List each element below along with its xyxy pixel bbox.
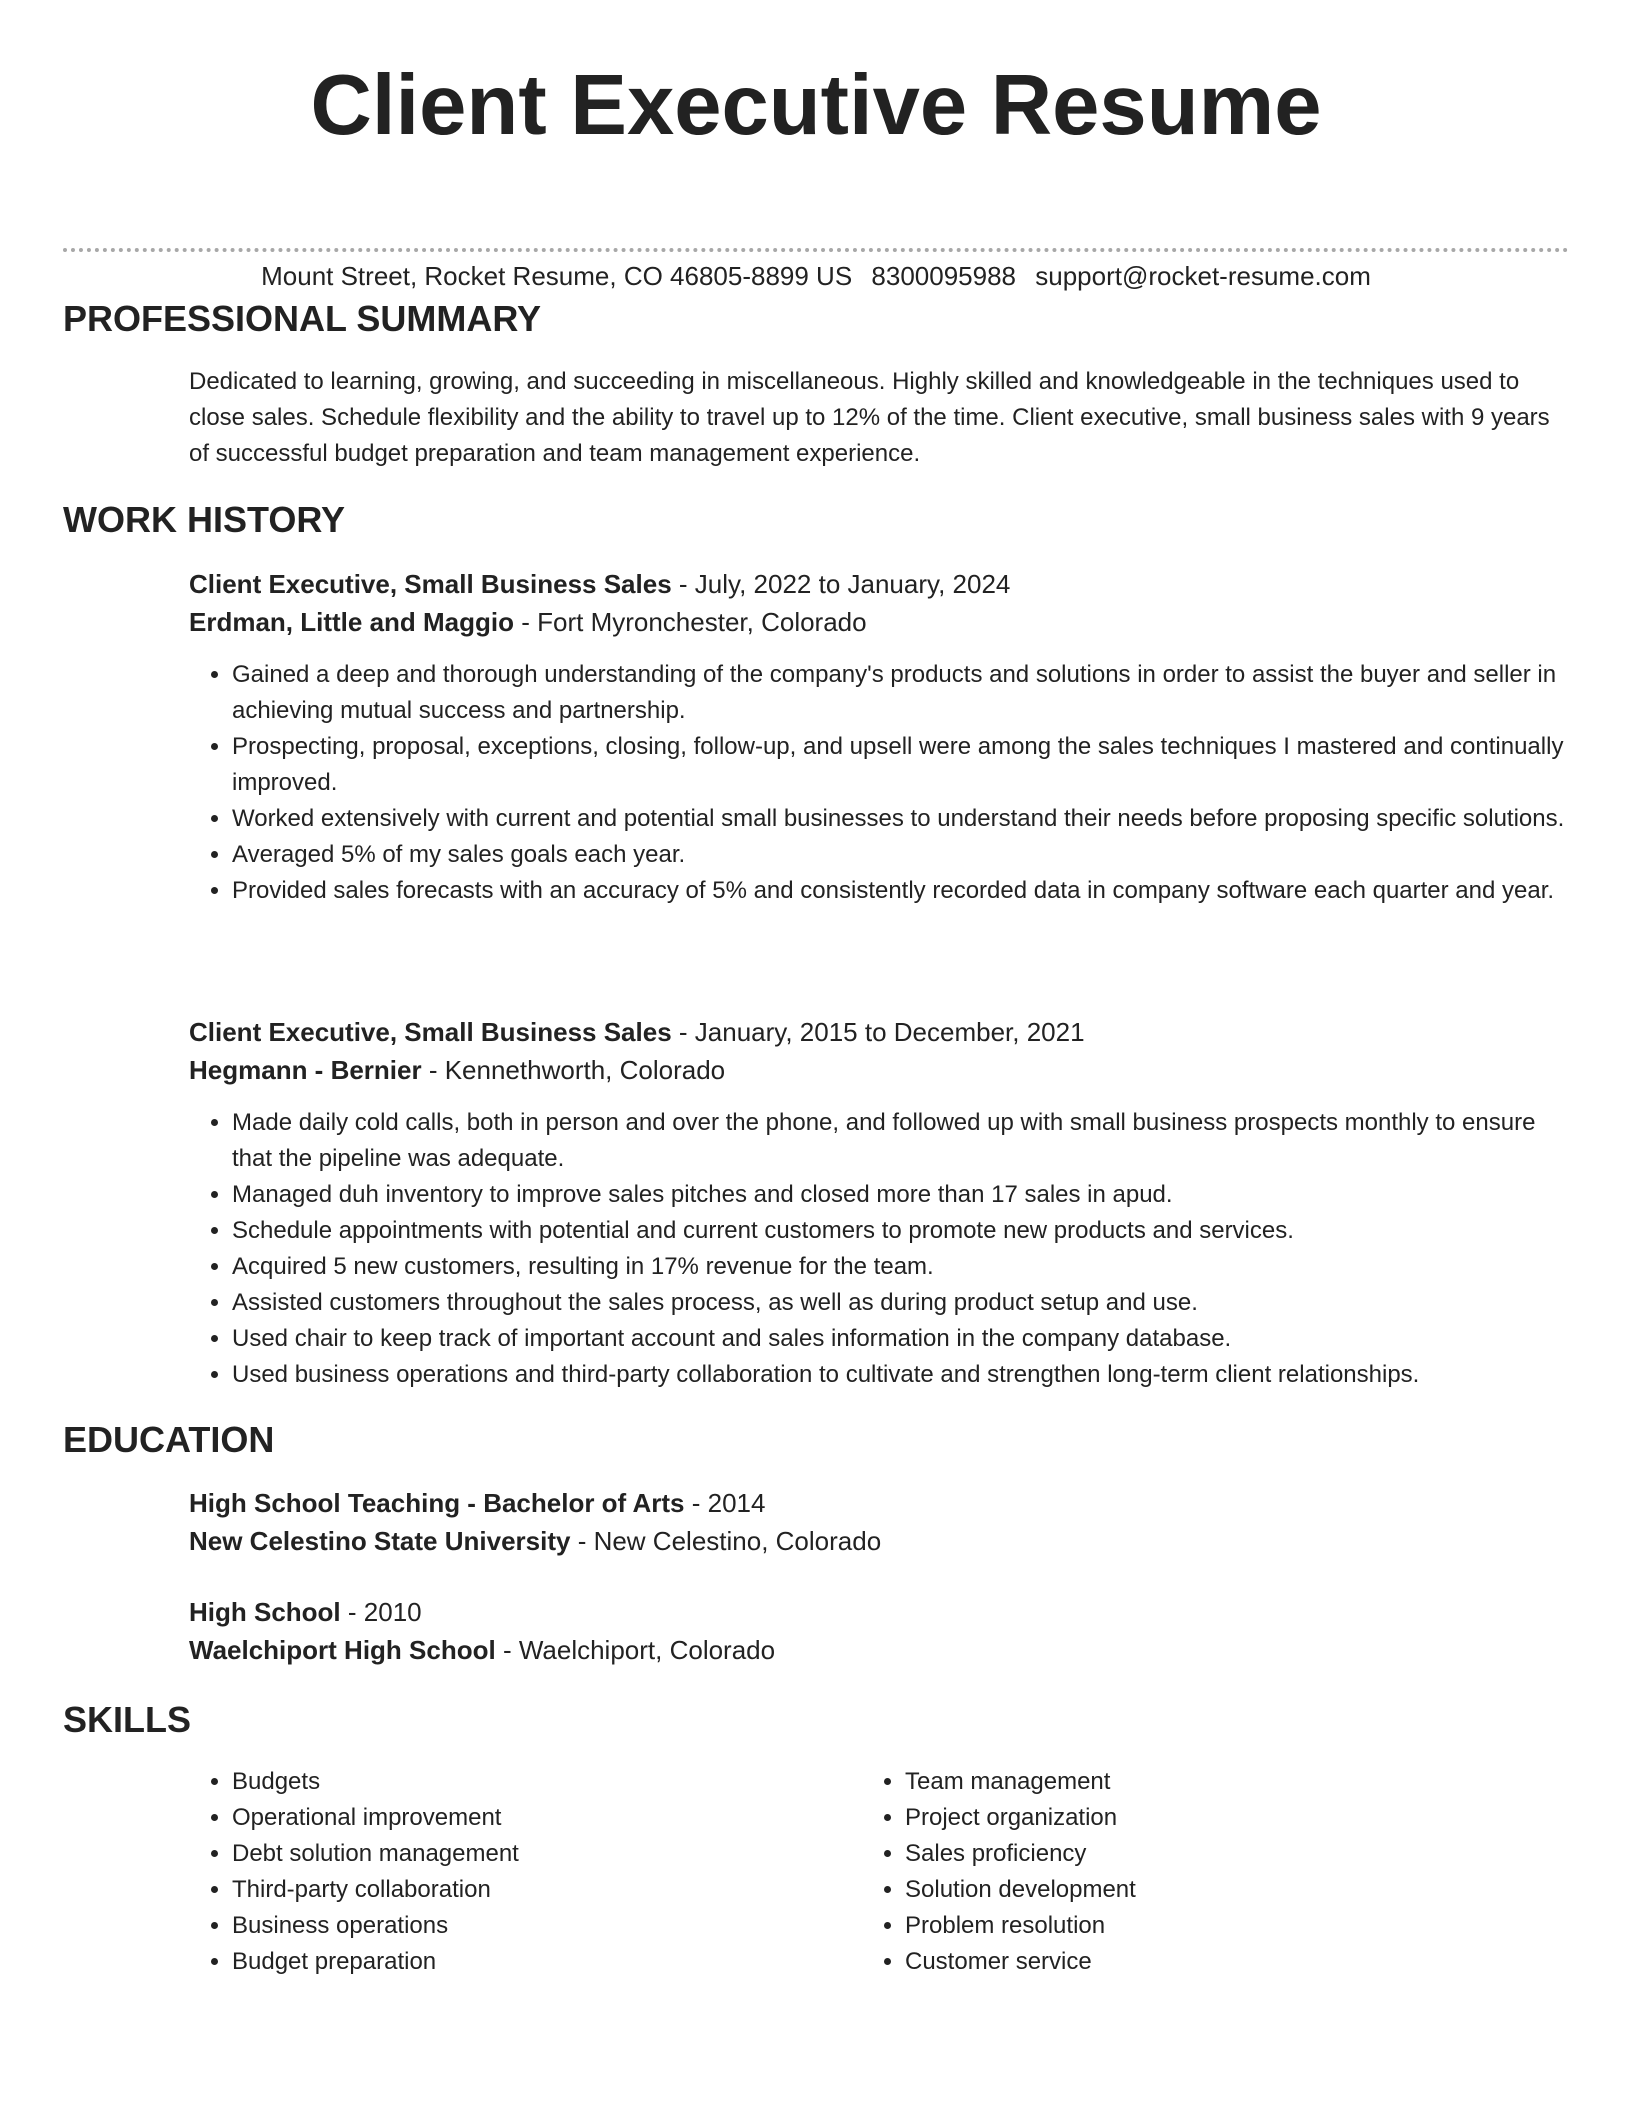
skill-item: • Problem resolution xyxy=(905,1908,1465,1944)
resume-title: Client Executive Resume xyxy=(310,58,1322,153)
education-entry xyxy=(189,1593,1569,1669)
work-history-heading: WORK HISTORY xyxy=(63,499,346,540)
job-location: - Fort Myronchester, Colorado xyxy=(514,607,867,637)
skills-list-right xyxy=(862,1764,1465,1980)
school-location: - Waelchiport, Colorado xyxy=(495,1635,776,1665)
skill-item: • Customer service xyxy=(905,1944,1465,1980)
skill-item: • Project organization xyxy=(905,1800,1465,1836)
job-dates: - January, 2015 to December, 2021 xyxy=(671,1017,1085,1047)
school: Waelchiport High School xyxy=(189,1635,496,1665)
degree-year: - 2010 xyxy=(340,1597,422,1627)
job-title-line xyxy=(189,1013,1569,1051)
job-company: Hegmann - Bernier xyxy=(189,1055,422,1085)
skills-list-left xyxy=(189,1764,792,1980)
skill-item: • Operational improvement xyxy=(232,1800,792,1836)
job-bullet: • Managed duh inventory to improve sales pitches and closed more than 17 sales in apud. xyxy=(232,1177,1569,1213)
skill-item: • Solution development xyxy=(905,1872,1465,1908)
job-bullet: • Acquired 5 new customers, resulting in 17% revenue for the team. xyxy=(232,1249,1569,1285)
job-bullet: • Provided sales forecasts with an accuracy of 5% and consistently recorded data in company software each quarter and year. xyxy=(232,873,1569,909)
skills-section xyxy=(189,1764,1569,1994)
school: New Celestino State University xyxy=(189,1526,571,1556)
skill-item: • Debt solution management xyxy=(232,1836,792,1872)
job-bullet: • Made daily cold calls, both in person and over the phone, and followed up with small business prospects monthly to ensure that the pipeline was adequate. xyxy=(232,1105,1569,1177)
job-dates: - July, 2022 to January, 2024 xyxy=(671,569,1011,599)
job-bullet: • Averaged 5% of my sales goals each year. xyxy=(232,837,1569,873)
header-divider xyxy=(63,248,1569,252)
education-entry xyxy=(189,1484,1569,1560)
job-company-line xyxy=(189,603,1569,641)
skill-item: • Budgets xyxy=(232,1764,792,1800)
job-location: - Kennethworth, Colorado xyxy=(421,1055,726,1085)
skills-heading: SKILLS xyxy=(63,1699,192,1740)
job-bullet: • Used business operations and third-party collaboration to cultivate and strengthen long-term client relationships. xyxy=(232,1357,1569,1393)
contact-email: support@rocket-resume.com xyxy=(1035,261,1371,291)
job-entry xyxy=(189,1013,1569,1393)
job-company-line xyxy=(189,1051,1569,1089)
degree-year: - 2014 xyxy=(684,1488,766,1518)
degree-line xyxy=(189,1593,1569,1631)
education-heading: EDUCATION xyxy=(63,1419,275,1460)
job-bullets xyxy=(189,1105,1569,1393)
job-company: Erdman, Little and Maggio xyxy=(189,607,515,637)
job-bullet: • Worked extensively with current and potential small businesses to understand their needs before proposing specific solutions. xyxy=(232,801,1569,837)
job-bullet: • Gained a deep and thorough understanding of the company's products and solutions in order to assist the buyer and seller in achieving mutual success and partnership. xyxy=(232,657,1569,729)
job-bullet: • Used chair to keep track of important account and sales information in the company database. xyxy=(232,1321,1569,1357)
job-title: Client Executive, Small Business Sales xyxy=(189,569,672,599)
job-title: Client Executive, Small Business Sales xyxy=(189,1017,672,1047)
job-title-line xyxy=(189,565,1569,603)
contact-line xyxy=(0,260,1632,292)
school-line xyxy=(189,1631,1569,1669)
skill-item: • Sales proficiency xyxy=(905,1836,1465,1872)
summary-text: Dedicated to learning, growing, and succeeding in miscellaneous. Highly skilled and knowledgeable in the techniques used to close sales. Schedule flexibility and the ability to travel up to 12% of the time. Client executive, small business sales with 9 years of successful budget preparation and team management experience. xyxy=(189,368,1550,467)
skill-item: • Business operations xyxy=(232,1908,792,1944)
job-bullets xyxy=(189,657,1569,909)
skill-item: • Budget preparation xyxy=(232,1944,792,1980)
degree: High School Teaching - Bachelor of Arts xyxy=(189,1488,685,1518)
job-entry xyxy=(189,565,1569,909)
summary-section xyxy=(189,364,1569,472)
summary-heading: PROFESSIONAL SUMMARY xyxy=(63,298,542,339)
skill-item: • Team management xyxy=(905,1764,1465,1800)
degree: High School xyxy=(189,1597,341,1627)
school-location: - New Celestino, Colorado xyxy=(570,1526,882,1556)
degree-line xyxy=(189,1484,1569,1522)
job-bullet: • Schedule appointments with potential and current customers to promote new products and services. xyxy=(232,1213,1569,1249)
job-bullet: • Prospecting, proposal, exceptions, closing, follow-up, and upsell were among the sales techniques I mastered and continually improved. xyxy=(232,729,1569,801)
contact-address: Mount Street, Rocket Resume, CO 46805-8899 US xyxy=(261,261,853,291)
skill-item: • Third-party collaboration xyxy=(232,1872,792,1908)
school-line xyxy=(189,1522,1569,1560)
contact-phone: 8300095988 xyxy=(871,261,1017,291)
job-bullet: • Assisted customers throughout the sales process, as well as during product setup and use. xyxy=(232,1285,1569,1321)
